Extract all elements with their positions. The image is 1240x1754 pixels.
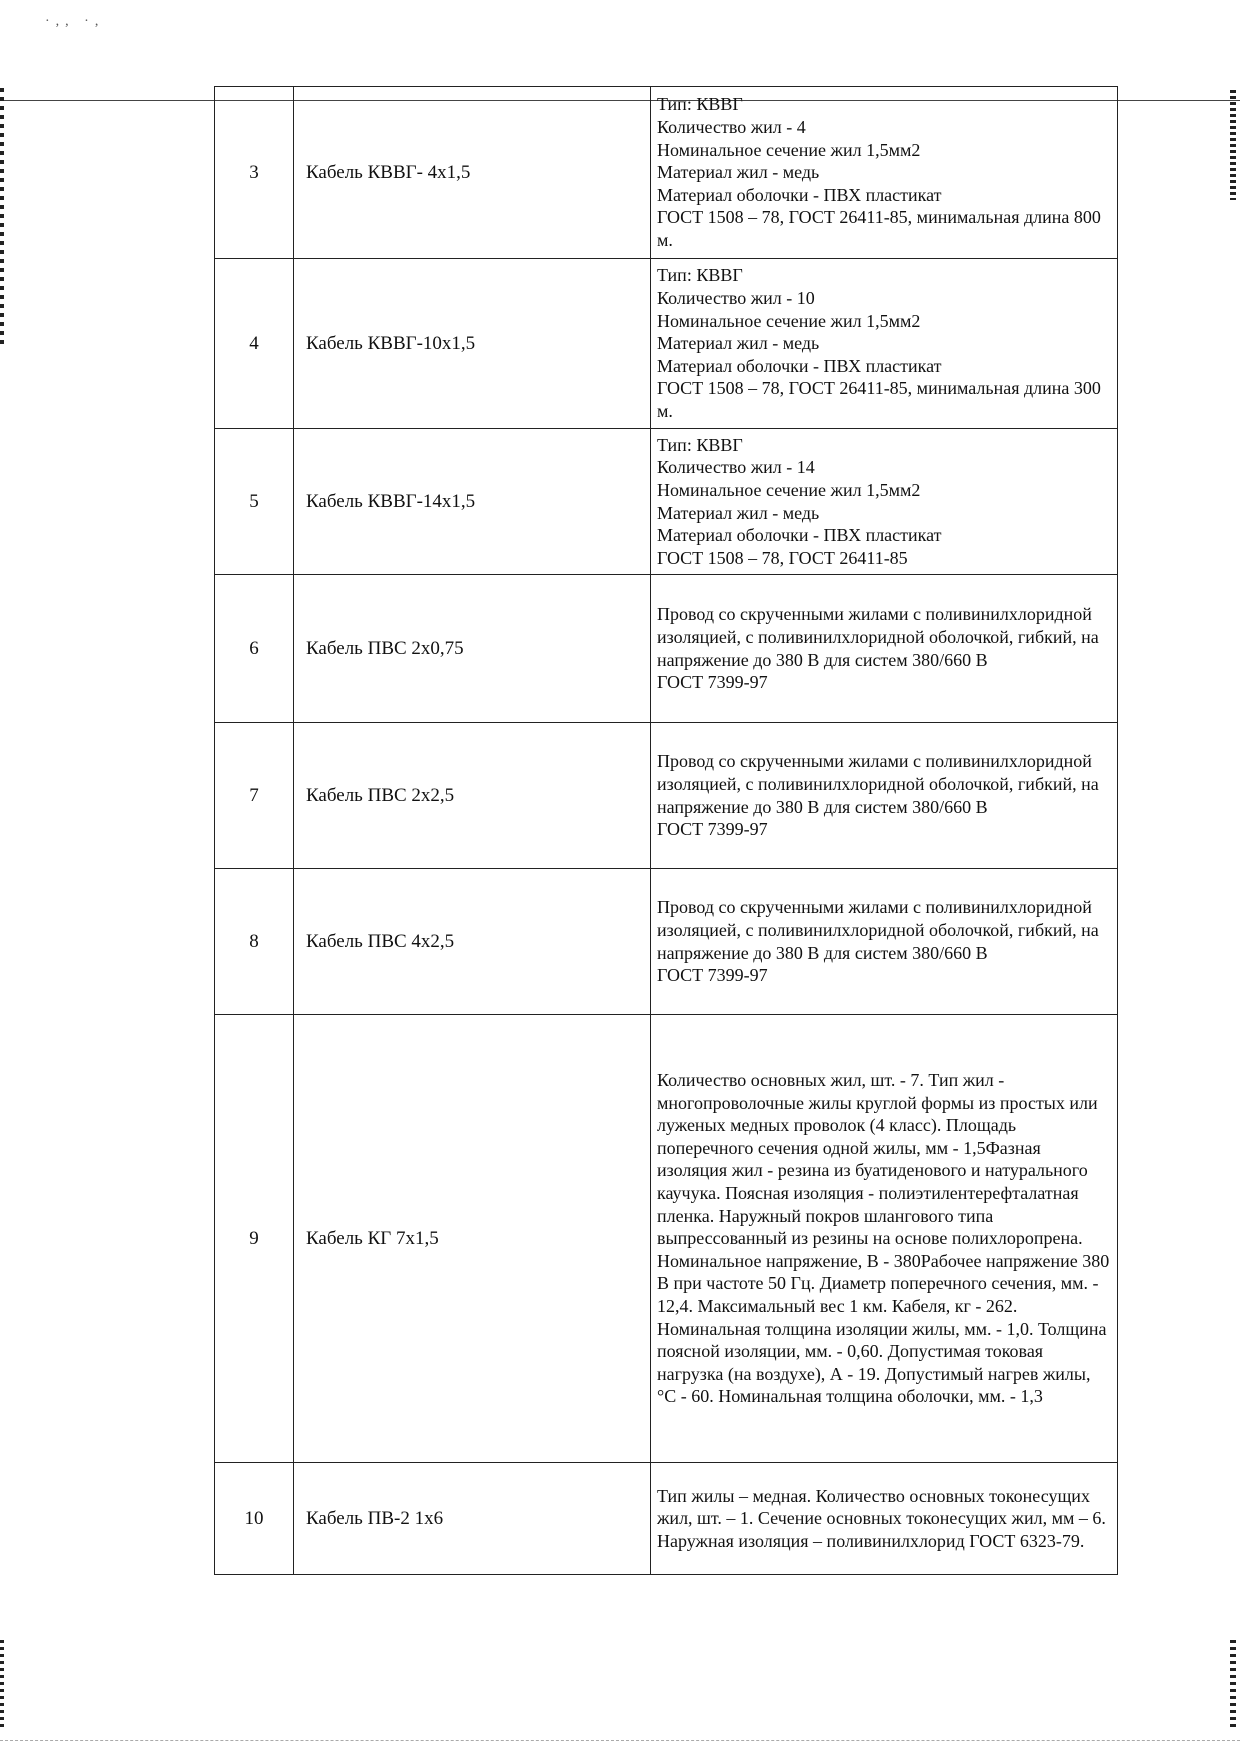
row-number: 9 <box>215 1015 294 1463</box>
item-name: Кабель КГ 7x1,5 <box>294 1015 651 1463</box>
table-row <box>215 259 1118 429</box>
scan-artifacts: ·,, ·, <box>45 14 105 29</box>
cable-spec-table <box>214 86 1118 1575</box>
description-line: ГОСТ 1508 – 78, ГОСТ 26411-85 <box>657 547 908 568</box>
description-line: ГОСТ 7399-97 <box>657 819 768 840</box>
table-row <box>215 723 1118 869</box>
row-number: 4 <box>215 259 294 429</box>
description-line: Тип жилы – медная. Количество основных токонесущих жил, шт. – 1. Сечение основных токонесущих жил, мм – 6. Наружная изоляция – поливинилхлорид ГОСТ 6323-79. <box>657 1485 1106 1551</box>
description-line: изоляцией, с поливинилхлоридной оболочкой, гибкий, на <box>657 626 1099 647</box>
description-line: Материал жил - медь <box>657 162 820 183</box>
item-description <box>651 575 1118 723</box>
scan-edge-right-bottom <box>1230 1640 1236 1730</box>
description-line: Количество жил - 10 <box>657 288 815 309</box>
description-line: Материал оболочки - ПВХ пластикат <box>657 355 942 376</box>
table-row <box>215 429 1118 575</box>
scan-edge-left <box>0 88 4 348</box>
item-description <box>651 723 1118 869</box>
description-line: Тип: КВВГ <box>657 434 743 455</box>
description-line: Номинальное сечение жил 1,5мм2 <box>657 139 921 160</box>
item-name: Кабель КВВГ-10x1,5 <box>294 259 651 429</box>
description-line: ГОСТ 7399-97 <box>657 965 768 986</box>
row-number: 5 <box>215 429 294 575</box>
row-number: 6 <box>215 575 294 723</box>
description-line: Количество основных жил, шт. - 7. Тип жил - многопроволочные жилы круглой формы из простых или луженых медных проволок (4 класс). Площадь поперечного сечения одной жилы, мм - 1,5Фазная изоляция жил - резина из буатиденового и натурального каучука. Поясная изоляция - полиэтилентерефталатная пленка. Наружный покров шлангового типа выпрессованный из резины на основе полихлоропрена. Номинальное напряжение, В - 380Рабочее напряжение 380 В при частоте 50 Гц. Диаметр поперечного сечения, мм. - 12,4. Максимальный вес 1 км. Кабеля, кг - 262. Номинальная толщина изоляции жилы, мм. - 1,0. Толщина поясной изоляции, мм. - 0,60. Допустимая токовая нагрузка (на воздухе), А - 19. Допустимый нагрев жилы, °С - 60. Номинальная толщина оболочки, мм. - 1,3 <box>657 1070 1110 1407</box>
description-line: напряжение до 380 В для систем 380/660 В <box>657 942 988 963</box>
description-line: Материал жил - медь <box>657 333 820 354</box>
item-description <box>651 1015 1118 1463</box>
item-name: Кабель ПВС 2x0,75 <box>294 575 651 723</box>
description-line: Материал жил - медь <box>657 502 820 523</box>
item-description <box>651 1463 1118 1575</box>
row-number: 3 <box>215 87 294 259</box>
item-name: Кабель ПВС 4x2,5 <box>294 869 651 1015</box>
description-line: Провод со скрученными жилами с поливинилхлоридной <box>657 604 1092 625</box>
row-number: 7 <box>215 723 294 869</box>
scan-edge-left-bottom <box>0 1640 4 1730</box>
item-description <box>651 429 1118 575</box>
description-line: изоляцией, с поливинилхлоридной оболочкой, гибкий, на <box>657 919 1099 940</box>
description-line: Количество жил - 4 <box>657 117 806 138</box>
description-line: Тип: КВВГ <box>657 94 743 115</box>
description-line: ГОСТ 1508 – 78, ГОСТ 26411-85, минимальная длина 800 м. <box>657 207 1101 250</box>
description-line: напряжение до 380 В для систем 380/660 В <box>657 796 988 817</box>
item-description <box>651 259 1118 429</box>
scan-edge-right <box>1230 90 1236 200</box>
table-row <box>215 869 1118 1015</box>
row-number: 8 <box>215 869 294 1015</box>
description-line: Номинальное сечение жил 1,5мм2 <box>657 310 921 331</box>
description-line: Провод со скрученными жилами с поливинилхлоридной <box>657 897 1092 918</box>
item-name: Кабель КВВГ-14x1,5 <box>294 429 651 575</box>
table-row <box>215 87 1118 259</box>
item-name: Кабель ПВС 2x2,5 <box>294 723 651 869</box>
item-description <box>651 869 1118 1015</box>
description-line: Материал оболочки - ПВХ пластикат <box>657 184 942 205</box>
description-line: напряжение до 380 В для систем 380/660 В <box>657 649 988 670</box>
description-line: Провод со скрученными жилами с поливинилхлоридной <box>657 751 1092 772</box>
description-line: изоляцией, с поливинилхлоридной оболочкой, гибкий, на <box>657 773 1099 794</box>
description-line: Материал оболочки - ПВХ пластикат <box>657 525 942 546</box>
scan-bottom-line <box>0 1740 1240 1741</box>
description-line: Тип: КВВГ <box>657 265 743 286</box>
description-line: Номинальное сечение жил 1,5мм2 <box>657 479 921 500</box>
table-row <box>215 1463 1118 1575</box>
table-row <box>215 575 1118 723</box>
item-description <box>651 87 1118 259</box>
item-name: Кабель КВВГ- 4x1,5 <box>294 87 651 259</box>
table-row <box>215 1015 1118 1463</box>
description-line: ГОСТ 1508 – 78, ГОСТ 26411-85, минимальная длина 300 м. <box>657 378 1101 421</box>
item-name: Кабель ПВ-2 1x6 <box>294 1463 651 1575</box>
row-number: 10 <box>215 1463 294 1575</box>
description-line: ГОСТ 7399-97 <box>657 672 768 693</box>
description-line: Количество жил - 14 <box>657 457 815 478</box>
